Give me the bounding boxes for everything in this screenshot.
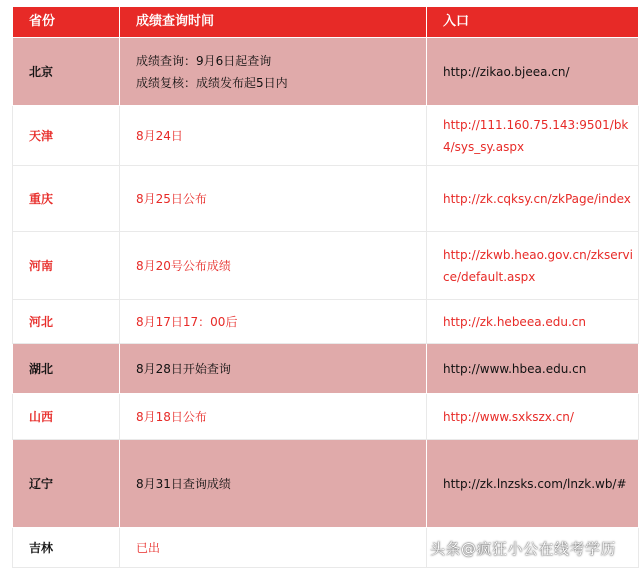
table-row-henan [13, 232, 639, 300]
province-cell: 辽宁 [13, 440, 120, 528]
province-cell: 河北 [13, 300, 120, 344]
table-row-hubei [13, 344, 639, 394]
time-cell: 已出 [120, 528, 427, 568]
table-row-shanxi [13, 394, 639, 440]
watermark: 头条@疯狂小公在线考学历 [430, 540, 617, 558]
header-province: 省份 [13, 7, 120, 38]
province-cell: 重庆 [13, 166, 120, 232]
time-cell [120, 38, 427, 106]
entry-link[interactable]: http://zk.lnzsks.com/lnzk.wb/# [427, 440, 639, 528]
time-cell: 8月18日公布 [120, 394, 427, 440]
time-cell: 8月24日 [120, 106, 427, 166]
header-time: 成绩查询时间 [120, 7, 427, 38]
entry-link[interactable]: http://111.160.75.143:9501/bk4/sys_sy.aspx [427, 106, 639, 166]
time-cell: 8月20号公布成绩 [120, 232, 427, 300]
time-cell: 8月17日17：00后 [120, 300, 427, 344]
header-entry: 入口 [427, 7, 639, 38]
province-cell: 天津 [13, 106, 120, 166]
province-cell: 山西 [13, 394, 120, 440]
time-cell: 8月31日查询成绩 [120, 440, 427, 528]
entry-link[interactable]: http://zikao.bjeea.cn/ [427, 38, 639, 106]
score-query-table [12, 6, 639, 568]
province-cell: 湖北 [13, 344, 120, 394]
time-line: 成绩复核：成绩发布起5日内 [136, 75, 288, 90]
table-row-chongqing [13, 166, 639, 232]
table-row-beijing [13, 38, 639, 106]
table-row-tianjin [13, 106, 639, 166]
time-cell: 8月28日开始查询 [120, 344, 427, 394]
table-row-hebei [13, 300, 639, 344]
table-header [13, 7, 639, 38]
time-line: 成绩查询：9月6日起查询 [136, 53, 272, 68]
province-cell: 河南 [13, 232, 120, 300]
entry-link[interactable]: http://www.sxkszx.cn/ [427, 394, 639, 440]
entry-link[interactable]: http://zk.hebeea.edu.cn [427, 300, 639, 344]
time-cell: 8月25日公布 [120, 166, 427, 232]
table-row-liaoning [13, 440, 639, 528]
entry-link[interactable]: http://zkwb.heao.gov.cn/zkservice/default.aspx [427, 232, 639, 300]
entry-link[interactable]: http://zk.cqksy.cn/zkPage/index [427, 166, 639, 232]
province-cell: 北京 [13, 38, 120, 106]
entry-link[interactable]: http://www.hbea.edu.cn [427, 344, 639, 394]
province-cell: 吉林 [13, 528, 120, 568]
